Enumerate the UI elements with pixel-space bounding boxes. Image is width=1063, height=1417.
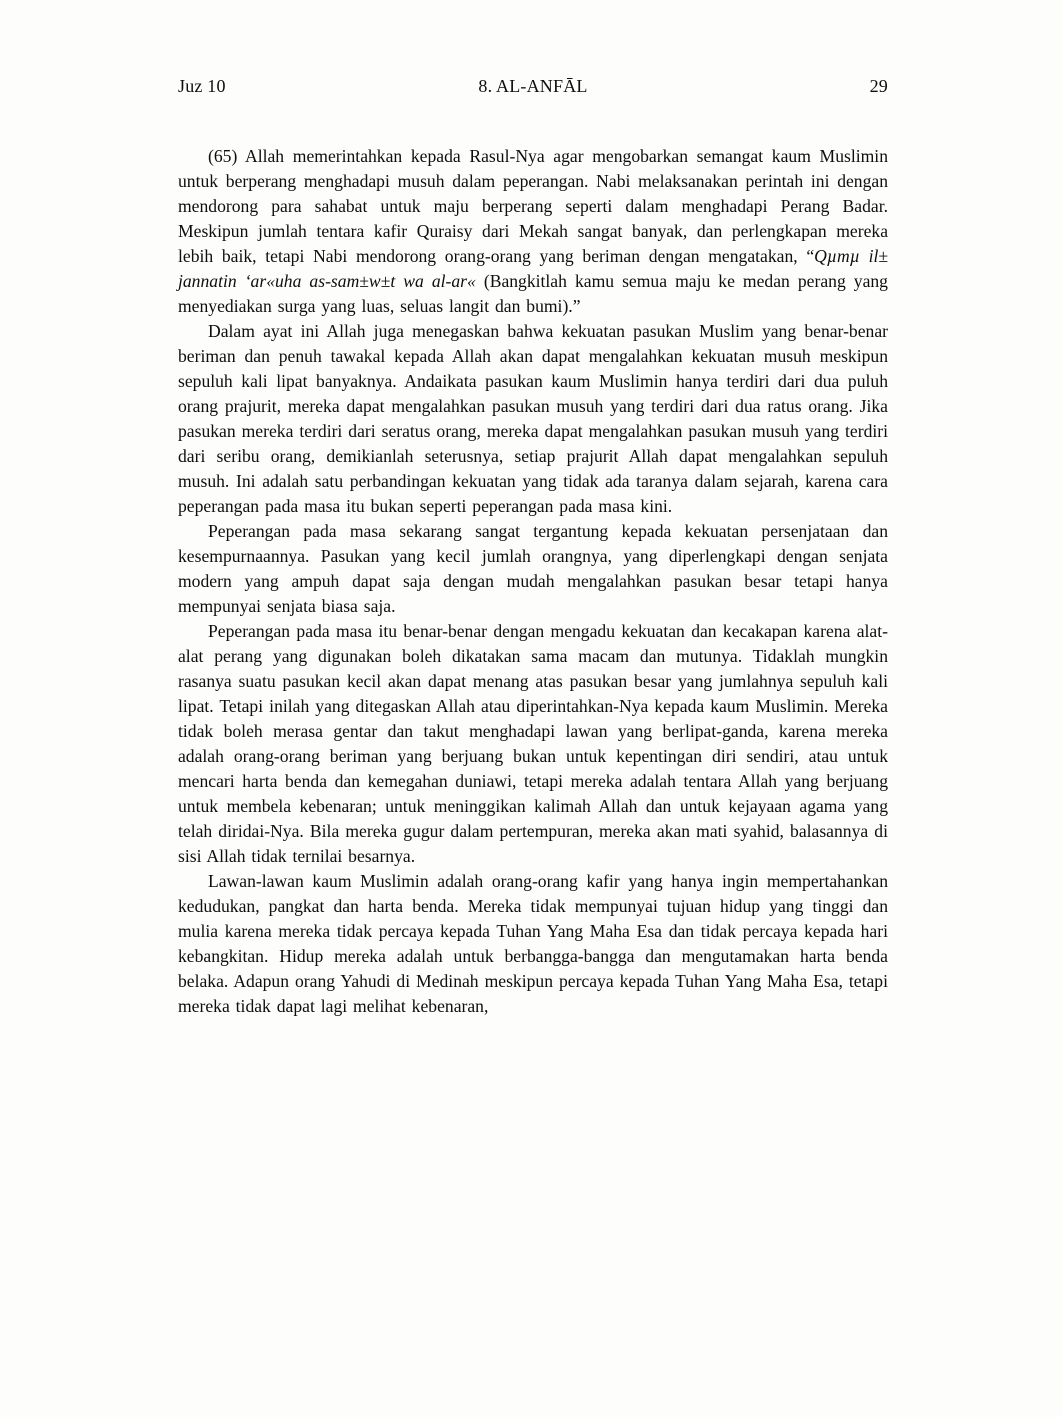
body-text: Peperangan pada masa sekarang sangat tergantung kepada kekuatan persenjataan dan kesempurnaannya. Pasukan yang kecil jumlah orangnya, yang diperlengkapi dengan senjata modern yang ampuh dapat saja dengan mudah mengalahkan pasukan besar tetapi hanya mempunyai senjata biasa saja. [178,521,888,616]
body-text: (65) Allah memerintahkan kepada Rasul-Nya agar mengobarkan semangat kaum Muslimin untuk berperang menghadapi musuh dalam peperangan. Nabi melaksanakan perintah ini dengan mendorong para sahabat untuk maju berperang seperti dalam menghadapi Perang Badar. Meskipun jumlah tentara kafir Quraisy dari Mekah sangat banyak, dan perlengkapan mereka lebih baik, tetapi Nabi mendorong orang-orang yang beriman dengan mengatakan, “ [178,146,888,266]
page-header [178,76,888,97]
paragraph [178,619,888,869]
transliteration-text: Qµmµ il± jannatin ‘ar«uha as-sam±w±t wa al-ar« [178,246,888,291]
juz-label: Juz 10 [178,76,226,96]
body-text: (Bangkitlah kamu semua maju ke medan perang yang menyediakan surga yang luas, seluas langit dan bumi).” [178,271,888,316]
paragraph [178,869,888,1019]
document-body [178,144,888,1019]
paragraph [178,319,888,519]
body-text: Peperangan pada masa itu benar-benar dengan mengadu kekuatan dan kecakapan karena alat-alat perang yang digunakan boleh dikatakan sama macam dan mutunya. Tidaklah mungkin rasanya suatu pasukan kecil akan dapat menang atas pasukan besar yang jumlahnya sepuluh kali lipat. Tetapi inilah yang ditegaskan Allah atau diperintahkan-Nya kepada kaum Muslimin. Mereka tidak boleh merasa gentar dan takut menghadapi lawan yang berlipat-ganda, karena mereka adalah orang-orang beriman yang berjuang bukan untuk kepentingan diri sendiri, atau untuk mencari harta benda dan kemegahan duniawi, tetapi mereka adalah tentara Allah yang berjuang untuk membela kebenaran; untuk meninggikan kalimah Allah dan untuk kejayaan agama yang telah diridai-Nya. Bila mereka gugur dalam pertempuran, mereka akan mati syahid, balasannya di sisi Allah tidak ternilai besarnya. [178,621,888,866]
paragraph [178,144,888,319]
page-number: 29 [869,76,888,96]
body-text: Lawan-lawan kaum Muslimin adalah orang-orang kafir yang hanya ingin mempertahankan kedudukan, pangkat dan harta benda. Mereka tidak mempunyai tujuan hidup yang tinggi dan mulia karena mereka tidak percaya kepada Tuhan Yang Maha Esa dan tidak percaya kepada hari kebangkitan. Hidup mereka adalah untuk berbangga-bangga dan mengutamakan harta benda belaka. Adapun orang Yahudi di Medinah meskipun percaya kepada Tuhan Yang Maha Esa, tetapi mereka tidak dapat lagi melihat kebenaran, [178,871,888,1016]
body-text: Dalam ayat ini Allah juga menegaskan bahwa kekuatan pasukan Muslim yang benar-benar beriman dan penuh tawakal kepada Allah akan dapat mengalahkan kekuatan musuh meskipun sepuluh kali lipat banyaknya. Andaikata pasukan kaum Muslimin hanya terdiri dari dua puluh orang prajurit, mereka dapat mengalahkan pasukan musuh yang terdiri dari dua ratus orang. Jika pasukan mereka terdiri dari seratus orang, mereka dapat mengalahkan pasukan musuh yang terdiri dari seribu orang, demikianlah seterusnya, setiap prajurit Allah dapat mengalahkan sepuluh musuh. Ini adalah satu perbandingan kekuatan yang tidak ada taranya dalam sejarah, karena cara peperangan pada masa itu bukan seperti peperangan pada masa kini. [178,321,888,516]
paragraph [178,519,888,619]
surah-title: 8. AL-ANFĀL [478,76,588,96]
